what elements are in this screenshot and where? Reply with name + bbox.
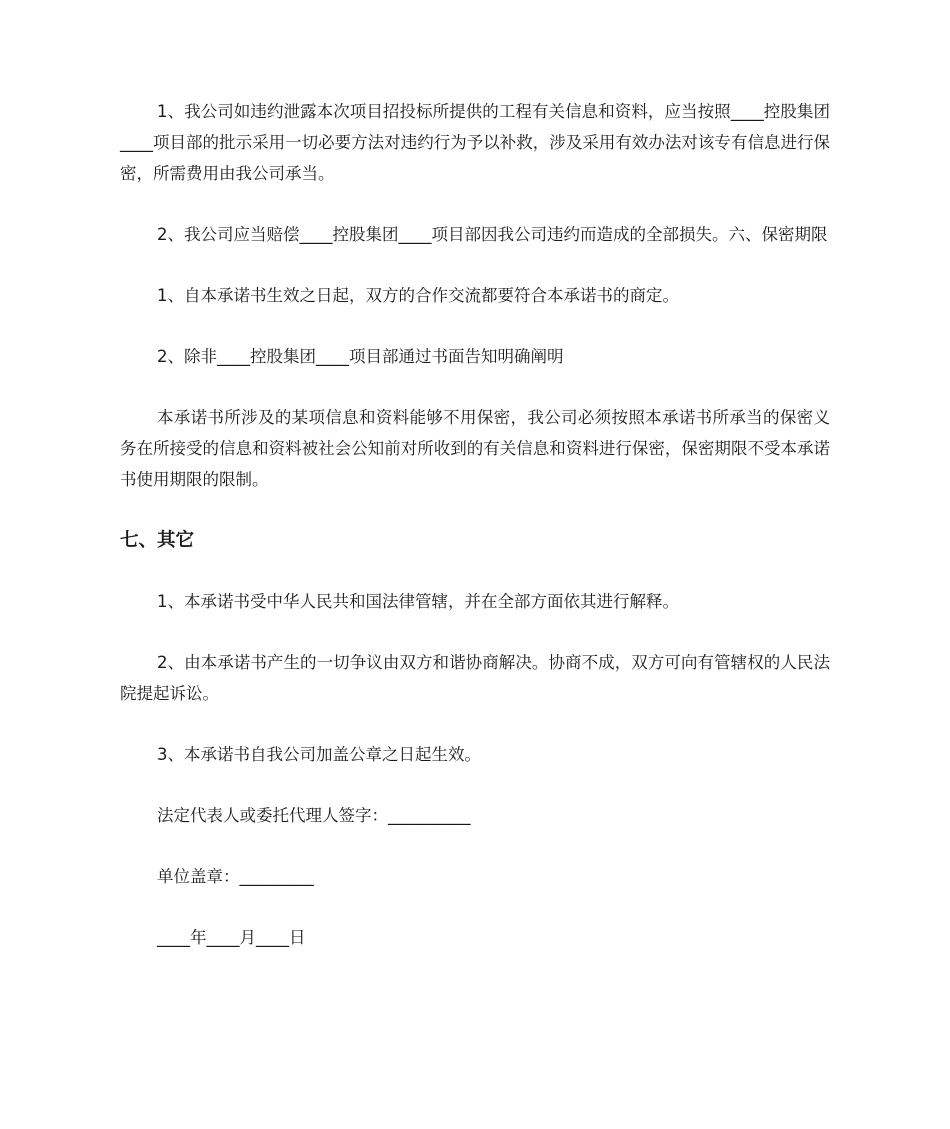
company-seal-line: 单位盖章：_________ <box>157 867 314 886</box>
section-heading-other: 七、其它 <box>120 530 195 551</box>
paragraph-effective-date: 1、自本承诺书生效之日起，双方的合作交流都要符合本承诺书的商定。 <box>157 286 679 305</box>
date-line: ____年____月____日 <box>157 928 306 947</box>
paragraph-governing-law: 1、本承诺书受中华人民共和国法律管辖，并在全部方面依其进行解释。 <box>157 592 679 611</box>
paragraph-confidentiality-term: 本承诺书所涉及的某项信息和资料能够不用保密，我公司必须按照本承诺书所承当的保密义务在所接受的信息和资料被社会公知前对所收到的有关信息和资料进行保密，保密期限不受本承诺书使用期限的限制。 <box>120 408 830 489</box>
paragraph-remedy: 1、我公司如违约泄露本次项目招投标所提供的工程有关信息和资料，应当按照____控股集团____项目部的批示采用一切必要方法对违约行为予以补救，涉及采用有效办法对该专有信息进行保密，所需费用由我公司承当。 <box>120 102 830 183</box>
document-page <box>120 96 830 983</box>
paragraph-compensation: 2、我公司应当赔偿____控股集团____项目部因我公司违约而造成的全部损失。六、保密期限 <box>157 225 828 244</box>
signature-representative-line: 法定代表人或委托代理人签字：__________ <box>157 806 471 825</box>
paragraph-exception: 2、除非____控股集团____项目部通过书面告知明确阐明 <box>157 347 564 366</box>
paragraph-effectiveness: 3、本承诺书自我公司加盖公章之日起生效。 <box>157 745 481 764</box>
paragraph-dispute-resolution: 2、由本承诺书产生的一切争议由双方和谐协商解决。协商不成，双方可向有管辖权的人民法院提起诉讼。 <box>120 653 830 703</box>
